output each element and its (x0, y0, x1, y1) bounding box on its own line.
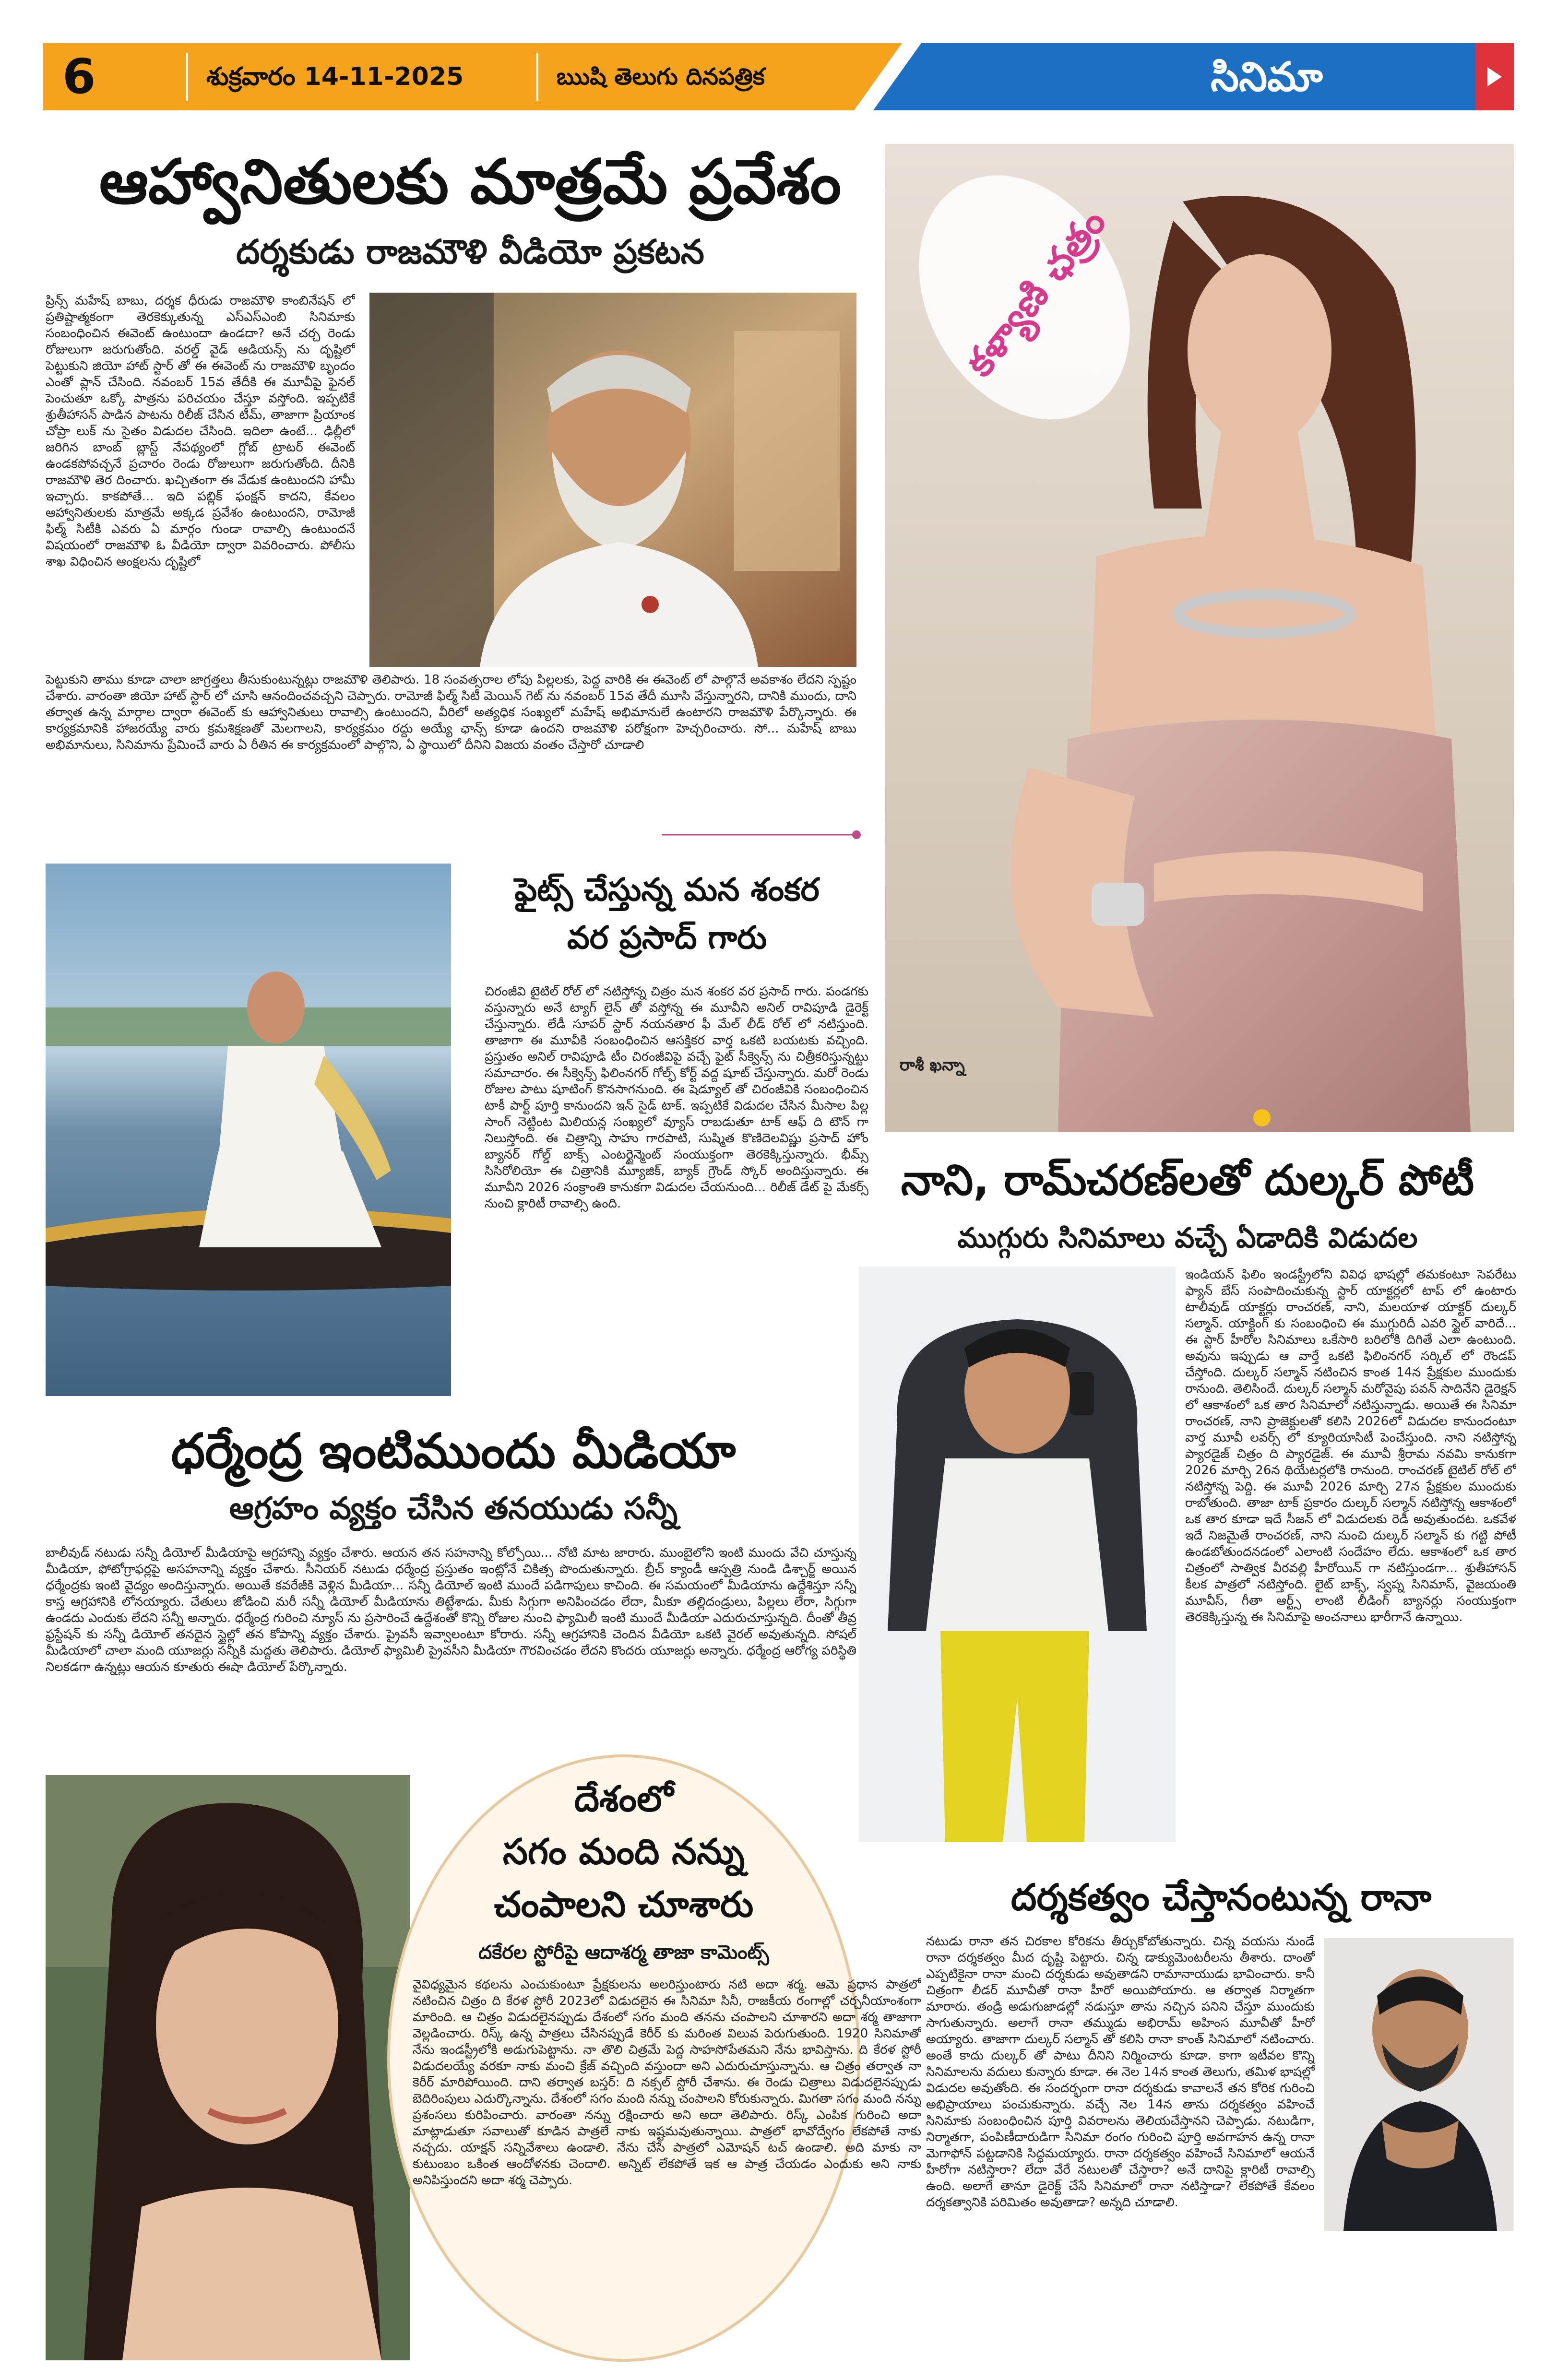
header-band (43, 43, 1514, 110)
story1-divider (662, 828, 864, 842)
story2-headline-line2: వర ప్రసాద్ గారు (567, 919, 767, 956)
issue-date: శుక్రవారం 14-11-2025 (206, 62, 464, 91)
story1-wide-text: పెట్టుకుని తాము కూడా చాలా జాగ్రత్తలు తీసుకుంటున్నట్లు రాజమౌళి తెలిపారు. 18 సంవత్సరాల లోపు పిల్లలకు, పెద్ద వారికి ఈ ఈవెంట్ లో పాల్గొనే అవకాశం లేదని స్పష్టం చేశారు. వారంతా జియో హాట్ స్టార్ లో చూసి ఆనందించవచ్చని చెప్పారు. రామోజీ ఫిల్మ్ సిటీ మెయిన్ గెట్ ను నవంబర్ 15వ తేదీ మూసి వేస్తున్నారని, దానికి ముందు, దాని తర్వాత ఉన్న మార్గాల ద్వారా ఈవెంట్ కు ఆహ్వానితులు రావాల్సి ఉంటుందని, వీరిలో అత్యధిక సంఖ్యలో మహేష్ అభిమానులే ఉంటారని రాజమౌళి పేర్కొన్నారు. ఈ కార్యక్రమానికి హాజరయ్యే వారు క్రమశిక్షణతో మెలగాలని, కార్యక్రమం రద్దు అయ్యే ఛాన్స్ కూడా ఉందని రాజమౌళి పరోక్షంగా హెచ్చరించారు. సో... మహేష్ బాబు అభిమానులు, సినిమాను ప్రేమించే వారు ఏ రీతిన ఈ కార్యక్రమంలో పాల్గొని, ఏ స్థాయిలో దీనిని విజయ వంతం చేస్తారో చూడాలి (46, 673, 856, 752)
story5-headline-line1: దేశంలో (574, 1778, 674, 1820)
story1-headline: ఆహ్వానితులకు మాత్రమే ప్రవేశం (99, 146, 842, 218)
rana-photo (1324, 1938, 1514, 2231)
page-number: 6 (62, 48, 96, 105)
featured-caption: రాశీ ఖన్నా (900, 1055, 965, 1075)
story6-body: నటుడు రానా తన చిరకాల కోరికను తీర్చుకోబోతున్నారు. చిన్న వయసు నుండే రానా దర్శకత్వం మీద దృష్టి పెట్టారు. చిన్న డాక్యుమెంటరీలను తీశారు. దాంతో ఎప్పటికైనా రానా మంచి దర్శకుడు అవుతాడని రామానాయుడు భావించారు. కానీ చిత్రంగా లీడర్ మూవీతో రానా హీరో అయిపోయారు. ఆ తర్వాత నిర్మాతగా మారారు. తండ్రి అడుగుజాడల్లో నడుస్తూ తాను నచ్చిన పనిని చేస్తూ ముందుకు సాగుతున్నారు. అలాగే రానా తమ్ముడు అభిరామ్ అహింస మూవీతో హీరో అయ్యారు. తాజాగా దుల్కర్ సల్మాన్ తో కలిసి రానా కాంత్ సినిమాలో నటించారు. అంతే కాదు దుల్కర్ తో పాటు దీనిని నిర్మించారు కూడా. కాగా ఇటీవల కొన్ని సినిమాలను వదులు కున్నారు కూడా. ఈ నెల 14న కాంత తెలుగు, తమిళ భాషల్లో విడుదల అవుతోంది. ఈ సందర్భంగా రానా దర్శకుడు కావాలనే తన కోరిక గురించి అభిప్రాయాలు పంచుకున్నారు. వచ్చే నెల 14న తాను దర్శకత్వం వహించే సినిమాకు సంబంధించిన పూర్తి వివరాలను తెలియచేస్తానని చెప్పాడు. నటుడిగా, నిర్మాతగా, పంపిణీదారుడిగా సినిమా రంగం గురించి పూర్తి అవగాహన ఉన్న రానా మెగాఫోన్ పట్టడానికి సిద్ధమయ్యారు. రానా దర్శకత్వం వహించే సినిమాలో ఆయనే హీరోగా నటిస్తారా? లేదా వేరే నటులతో చేస్తారా? అనే దానిపై క్లారిటీ రావాల్సి ఉంది. అలాగే తానూ డైరెక్ట్ చేసే సినిమాలో రానా నటిస్తాడా? లేకపోతే కేవలం దర్శకత్వానికి పరిమితం అవుతాడా? అన్నది చూడాలి. (926, 1934, 1315, 2210)
paper-name: ఋషి తెలుగు దినపత్రిక (557, 63, 765, 90)
adah-sharma-photo (46, 1775, 410, 2360)
rajamouli-image (369, 293, 856, 667)
story4-headline: ధర్మేంద్ర ఇంటిముందు మీడియా (171, 1423, 736, 1479)
story5-subheadline: దకేరల స్టోరీపై ఆదాశర్మ తాజా కామెంట్స్ (478, 1942, 769, 1964)
story4-body: బాలీవుడ్ నటుడు సన్నీ డియోల్ మీడియాపై ఆగ్రహాన్ని వ్యక్తం చేశారు. ఆయన తన సహనాన్ని కోల్పోయి... నోటి మాట జారారు. ముంబైలోని ఇంటి ముందు వేచి చూస్తున్న మీడియా, ఫోటోగ్రాఫర్లపై అసహనాన్ని వ్యక్తం చేశారు. సీనియర్ నటుడు ధర్మేంద్ర ప్రస్తుతం ఇంట్లోనే చికిత్స పొందుతున్నారు. బ్రీచ్ క్యాండీ ఆస్పత్రి నుండి డిశ్చార్జ్ అయిన ధర్మేంద్రకు ఇంటి వైద్యం అందిస్తున్నారు. అయితే కవరేజీకి వెళ్లిన మీడియా... సన్నీ డియోల్ ఇంటి ముందే పడిగాపులు కాచింది. ఈ సమయంలో మీడియాను ఉద్దేశిస్తూ సన్నీ కాస్త ఆగ్రహానికి లోనయ్యారు. చేతులు జోడించి మరీ సన్నీ డియోల్ మీడియాను తిట్టేశాడు. మీకు సిగ్గుగా అనిపించడం లేదా, మీకూ తల్లిదండ్రులు, పిల్లలు లేరా, సిగ్గుగా ఉండదు ఎందుకు లేదని సన్నీ అన్నారు. ధర్మేంద్ర గురించి న్యూస్ ను ప్రసారించే ఉద్దేశంతో కొన్ని రోజుల నుంచి ఫ్యామిలీ ఇంటి ముందే మీడియా ఎదురుచూస్తున్నది. దీంతో తీవ్ర ఫ్రస్టేషన్ కు సన్నీ డియోల్ తనదైన స్టైల్లో తన కోపాన్ని వ్యక్తం చేశారు. ప్రైవసీ ఇవ్వాలంటూ కోరారు. సన్నీ ఆగ్రహానికి చెందిన వీడియో ఒకటి వైరల్ అవుతున్నది. సోషల్ మీడియాలో చాలా మంది యూజర్లు సన్నీకి మద్దతు తెలిపారు. డియోల్ ఫ్యామిలీ ప్రైవసీని మీడియా గౌరవించడం లేదని కొందరు యూజర్లు అన్నారు. ధర్మేంద్ర ఆరోగ్య పరిస్థితి నిలకడగా ఉన్నట్లు ఆయన కూతురు ఈషా డియోల్ పేర్కొన్నారు. (46, 1546, 856, 1674)
story3-subheadline: ముగ్గురు సినిమాలు వచ్చే ఏడాదికి విడుదల (957, 1221, 1418, 1254)
chiranjeevi-photo (46, 864, 451, 1396)
story6-headline: దర్శకత్వం చేస్తానంటున్న రానా (1010, 1876, 1432, 1918)
featured-actress-photo (885, 144, 1514, 1132)
story3-ornament (1248, 1103, 1276, 1132)
story5-headline-line2: సగం మంది నన్ను (502, 1831, 745, 1872)
story5-body: వైవిధ్యమైన కథలను ఎంచుకుంటూ ప్రేక్షకులను అలరిస్తుంటారు నటి అదా శర్మ. ఆమె ప్రధాన పాత్రలో నటించిన చిత్రం ది కేరళ స్టోరీ 2023లో విడుదలైన ఈ సినిమా సినీ, రాజకీయ రంగాల్లో చర్చనీయాంశంగా మారింది. ఆ చిత్రం విడుదలైనప్పుడు దేశంలో సగం మంది తనను చంపాలని చూశారని అదా శర్మ తాజాగా వెల్లడించారు. రిస్క్ ఉన్న పాత్రలు చేసినప్పుడే కెరీర్ కు మరింత విలువ పెరుగుతుంది. 1920 సినిమాతో నేను ఇండస్ట్రీలోకి అడుగుపెట్టాను. నా తొలి చిత్రమే పెద్ద సాహసోపేతమని నేను భావిస్తాను. ది కేరళ స్టోరీ విడుదలయ్యే వరకూ నాకు మంచి క్రేజ్ వచ్చింది వస్తుందా అని ఎదురుచూస్తున్నాను. ఆ చిత్రం తర్వాత నా కెరీర్ మారిపోయింది. దాని తర్వాత బస్తర్: ది నక్సల్ స్టోరీ చేశాను. ఈ రెండు చిత్రాలు విడుదలైనప్పుడు బెదిరింపులు ఎదుర్కొన్నాను. దేశంలో సగం మంది నన్ను చంపాలని కోరుకున్నారు. మిగతా సగం మంది నన్ను ప్రశంసలు కురిపించారు. వారంతా నన్ను రక్షించారు అని అదా తెలిపారు. రిస్క్ ఎంపిక గురించి అదా మాట్లాడుతూ సవాలుతో కూడిన పాత్రలే నాకు ఇష్టమవుతున్నాయి. పాత్రలో భావోద్వేగం లేకపోతే నాకు నచ్చదు. యాక్షన్ సన్నివేశాలు ఉండాలి. నేను చేసే పాత్రలో ఎమోషన్ టచ్ ఉండాలి. అది మాకు నా కుటుంబం ఒకింత ఆందోళనకు చెందాలి. అన్నిట్ లేకపోతే ఇక ఆ పాత్ర చేయడం ఎందుకు అని నాకు అనిపిస్తుందని అదా శర్మ చెప్పారు. (413, 1977, 921, 2188)
story1-subheadline: దర్శకుడు రాజమౌళి వీడియో ప్రకటన (236, 232, 704, 272)
story3-headline: నాని, రామ్‌చరణ్‌లతో దుల్కర్ పోటీ (901, 1155, 1474, 1205)
chiranjeevi-image (46, 864, 451, 1396)
story1-column-text: ప్రిన్స్ మహేష్ బాబు, దర్శక ధీరుడు రాజమౌళి కాంబినేషన్ లో ప్రతిష్టాత్మకంగా తెరకెక్కుతున్న ఎస్ఎస్ఎంబి సినిమాకు సంబంధించిన ఈవెంట్ ఉంటుందా ఉండదా? అనే చర్చ రెండు రోజులుగా జరుగుతోంది. వరల్డ్ వైడ్ ఆడియన్స్ ను దృష్టిలో పెట్టుకుని జియో హాట్ స్టార్ తో ఈ ఈవెంట్ ను రాజమౌళి బృందం ఎంతో ప్లాన్ చేసింది. నవంబర్ 15వ తేదీకి ఈ మూవీపై ఫైనల్ పెంచుతూ ఒక్కో పాత్రను పరిచయం చేస్తూ వస్తోంది. ఇప్పటికే శ్రుతీహాసన్ పాడిన పాటను రిలీజ్ చేసిన టీమ్, తాజాగా ప్రియాంక చోప్రా లుక్ ను సైతం విడుదల చేసింది. ఇదిలా ఉంటే... ఢిల్లీలో జరిగిన బాంబ్ బ్లాస్ట్ నేపథ్యంలో గ్లోబ్ ట్రాటర్ ఈవెంట్ ఉండకపోవచ్చనే ప్రచారం రెండు రోజులుగా జరుగుతోంది. దీనికి రాజమౌళి తెర దించారు. ఖచ్చితంగా ఈ వేడుక ఉంటుందని హామీ ఇచ్చారు. కాకపోతే... ఇది పబ్లిక్ ఫంక్షన్ కాదని, కేవలం ఆహ్వానితులకు మాత్రమే అక్కడ ప్రవేశం ఉంటుందని, రామోజీ ఫిల్మ్ సిటీకి ఎవరు ఏ మార్గం గుండా రావాల్సి ఉంటుందనే విషయంలో రాజమౌళి ఓ వీడియో ద్వారా వివరించారు. పోలీసు శాఖ విధించిన ఆంక్షలను దృష్టిలో (46, 294, 355, 569)
story2-headline-line1: ఫైట్స్ చేస్తున్న మన శంకర (514, 871, 820, 908)
story3-body: ఇండియన్ ఫిలిం ఇండస్ట్రీలోని వివిధ భాషల్లో తమకంటూ సెపరేటు ఫ్యాన్ బేస్ సంపాదించుకున్న స్టార్ యాక్టర్లలో టాప్ లో ఉంటారు టాలీవుడ్ యాక్టర్లు రాంచరణ్, నాని, మలయాళ యాక్టర్ దుల్కర్ సల్మాన్. యాక్టింగ్ కు సంబంధించి ఈ ముగ్గురిదీ ఎవరి స్టైల్ వారిదే... ఈ స్టార్ హీరోల సినిమాలు ఒకేసారి బరిలోకి దిగితే ఎలా ఉంటుంది. అవును ఇప్పుడు ఆ వార్తే ఒకటి ఫిలింనగర్ సర్కిల్ లో రౌండప్ చేస్తోంది. దుల్కర్ సల్మాన్ నటించిన కాంత 14న ప్రేక్షకుల ముందుకు రానుంది. తెలిసిందే. దుల్కర్ సల్మాన్ మరోవైపు పవన్ సాదినేని డైరెక్షన్ లో ఆకాశంలో ఒక తార సినిమాలో నటిస్తున్నాడు. అయితే ఈ సినిమా రాంచరణ్, నాని ప్రాజెక్టులతో కలిసి 2026లో విడుదల కానుందంటూ వార్త మూవీ లవర్స్ లో క్యూరియాసిటీ పెంచేస్తుంది. నాని నటిస్తోన్న ప్యారడైజ్ చిత్రం ది ప్యారడైజ్. ఈ మూవీ శ్రీరామ నవమి కానుకగా 2026 మార్చి 26న థియేటర్లలోకి రానుంది. రాంచరణ్ టైటిల్ రోల్ లో నటిస్తోన్న పెద్ది. ఈ మూవీ 2026 మార్చి 27న ప్రేక్షకుల ముందుకు రాబోతుంది. తాజా టాక్ ప్రకారం దుల్కర్ సల్మాన్ నటిస్తోన్న ఆకాశంలో ఒక తార కూడా ఇదే సీజన్ లో విడుదలకు రెడీ అవుతుందట. ఒకవేళ ఇదే నిజమైతే రాంచరణ్, నాని నుంచి దుల్కర్ సల్మాన్ కు గట్టి పోటీ ఉండబోతుందనడంలో ఎలాంటి సందేహం లేదు. ఆకాశంలో ఒక తార చిత్రంలో సాత్విక వీరవల్లి హీరోయిన్ గా నటిస్తుండగా... శ్రుతీహాసన్ కీలక పాత్రలో నటిస్తోంది. లైట్ బాక్స్, స్వప్న సినిమాస్, వైజయంతి మూవీస్, గీతా ఆర్ట్స్ లాంటి లీడింగ్ బ్యానర్లు సంయుక్తంగా తెరకెక్కిస్తున్న ఈ సినిమాపై అంచనాలు భారీగానే ఉన్నాయి. (1185, 1267, 1516, 1624)
adah-sharma-image (46, 1775, 410, 2360)
dulquer-image (859, 1267, 1176, 1842)
section-title: సినిమా (1211, 53, 1323, 100)
story4-subheadline: ఆగ్రహం వ్యక్తం చేసిన తనయుడు సన్నీ (229, 1491, 678, 1527)
featured-ribbon: కళ్యాణి ఛత్రం (956, 200, 1115, 385)
rajamouli-photo (369, 293, 856, 667)
story5-headline-line3: చంపాలని చూశారు (494, 1884, 754, 1925)
dulquer-photo (859, 1267, 1176, 1842)
rana-image (1324, 1938, 1514, 2231)
story2-body: చిరంజీవి టైటిల్ రోల్ లో నటిస్తోన్న చిత్రం మన శంకర వర ప్రసాద్ గారు. పండగకు వస్తున్నారు అనే ట్యాగ్ లైన్ తో వస్తోన్న ఈ మూవీని అనిల్ రావిపూడి డైరెక్ట్ చేస్తున్నారు. లేడీ సూపర్ స్టార్ నయనతార ఫీ మేల్ లీడ్ రోల్ లో నటిస్తుంది. తాజాగా ఈ మూవీకి సంబంధించిన ఆసక్తికర వార్త ఒకటి బయటకు వచ్చింది. ప్రస్తుతం అనిల్ రావిపూడి టీం చిరంజీవిపై వచ్చే ఫైట్ సీక్వెన్స్ ను చిత్రీకరిస్తున్నట్టు సమాచారం. ఈ సీక్వెన్స్ ఫిలింనగర్ గోల్ఫ్ కోర్ట్ వద్ద షూట్ చేస్తున్నారు. మరో రెండు రోజుల పాటు షూటింగ్ కొనసాగనుంది. ఈ షెడ్యూల్ తో చిరంజీవికి సంబంధించిన టాకీ పార్ట్ పూర్తి కానుందని ఇన్ సైడ్ టాక్. ఇప్పటికే విడుదల చేసిన మీసాల పిల్ల సాంగ్ నెట్టింట మిలియన్ల సంఖ్యలో వ్యూస్ రాబడుతూ టాక్ ఆఫ్ ది టౌన్ గా నిలుస్తోంది. ఈ చిత్రాన్ని సాహు గారపాటి, సుష్మిత కొణిదెలవిష్ణు ప్రసాద్ హోం బ్యానర్ గోల్డ్ బాక్స్ ఎంటర్టైన్మెంట్ సంయుక్తంగా తెరకెక్కిస్తున్నారు. భీమ్స్ సిసిరోలియో ఈ చిత్రానికి మ్యూజిక్, బ్యాక్ గ్రౌండ్ స్కోర్ అందిస్తున్నారు. ఈ మూవీని 2026 సంక్రాంతి కానుకగా విడుదల చేయనుంది... రిలీజ్ డేట్ పై మేకర్స్ నుంచి క్లారిటీ రావాల్సి ఉంది. (485, 984, 868, 1211)
